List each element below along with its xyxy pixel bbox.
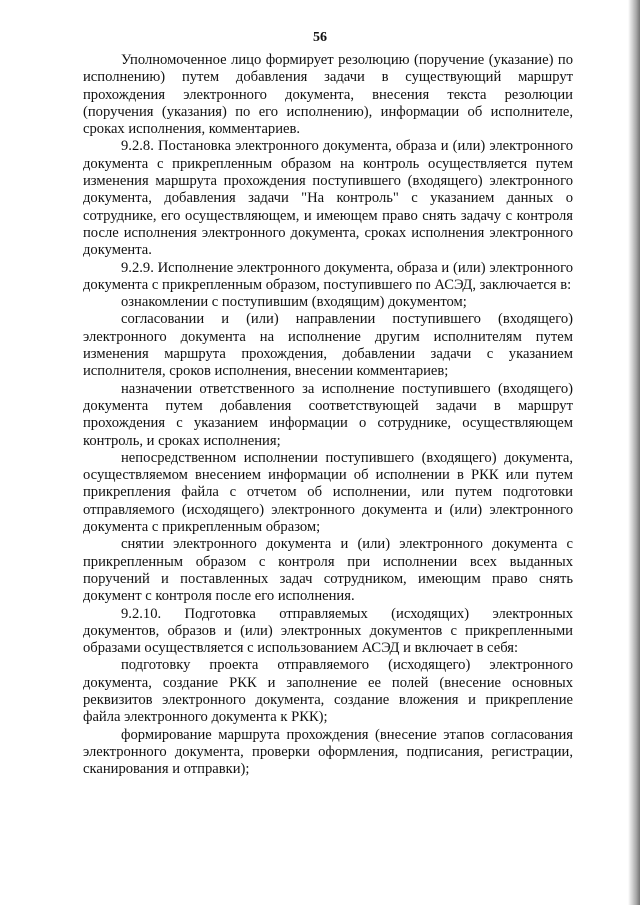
paragraph: ознакомлении с поступившим (входящим) документом; xyxy=(121,294,467,311)
document-body xyxy=(83,52,573,778)
scan-edge-shadow xyxy=(628,0,640,905)
paragraph: 9.2.10. Подготовка отправляемых (исходящих) электронных документов, образов и (или) электронных документов с прикрепленными образами осуществляется с использованием АСЭД и включает в себя: xyxy=(83,605,573,657)
paragraph: формирование маршрута прохождения (внесение этапов согласования электронного документа, проверки оформления, подписания, регистрации, сканирования и отправки); xyxy=(83,726,573,778)
paragraph: назначении ответственного за исполнение поступившего (входящего) документа путем добавления соответствующей задачи в маршрут прохождения с указанием информации о сотруднике, осуществляющем контроль, и сроках исполнения; xyxy=(83,380,573,449)
paragraph: 9.2.9. Исполнение электронного документа, образа и (или) электронного документа с прикрепленным образом, поступившего по АСЭД, заключается в: xyxy=(83,259,573,293)
paragraph: подготовку проекта отправляемого (исходящего) электронного документа, создание РКК и заполнение ее полей (внесение основных реквизитов электронного документа, создание вложения и прикрепление файла электронного документа к РКК); xyxy=(83,657,573,726)
paragraph: снятии электронного документа и (или) электронного документа с прикрепленным образом с контроля при исполнении всех выданных поручений и поставленных задач сотрудником, имеющим право снять документ с контроля после его исполнения. xyxy=(83,536,573,605)
paragraph: 9.2.8. Постановка электронного документа, образа и (или) электронного документа с прикрепленным образом на контроль осуществляется путем изменения маршрута прохождения поступившего (входящего) электронного документа, добавления задачи "На контроль" с указанием данных о сотруднике, его осуществляющем, и имеющем право снять задачу с контроля после исполнения электронного документа, сроках исполнения электронного документа. xyxy=(83,138,573,259)
page-number: 56 xyxy=(313,30,327,45)
paragraph: согласовании и (или) направлении поступившего (входящего) электронного документа на исполнение другим исполнителям путем изменения маршрута прохождения, добавлении задачи с указанием исполнителя, сроков исполнения, внесении комментариев; xyxy=(83,311,573,380)
paragraph: непосредственном исполнении поступившего (входящего) документа, осуществляемом внесением информации об исполнении в РКК или путем прикрепления файла с отчетом об исполнении, или путем подготовки отправляемого (исходящего) электронного документа и (или) электронного документа с прикрепленным образом; xyxy=(83,449,573,536)
paragraph: Уполномоченное лицо формирует резолюцию (поручение (указание) по исполнению) путем добавления задачи в существующий маршрут прохождения электронного документа, внесения текста резолюции (поручения (указания) по его исполнению), информации об исполнителе, сроках исполнения, комментариев. xyxy=(83,52,573,138)
